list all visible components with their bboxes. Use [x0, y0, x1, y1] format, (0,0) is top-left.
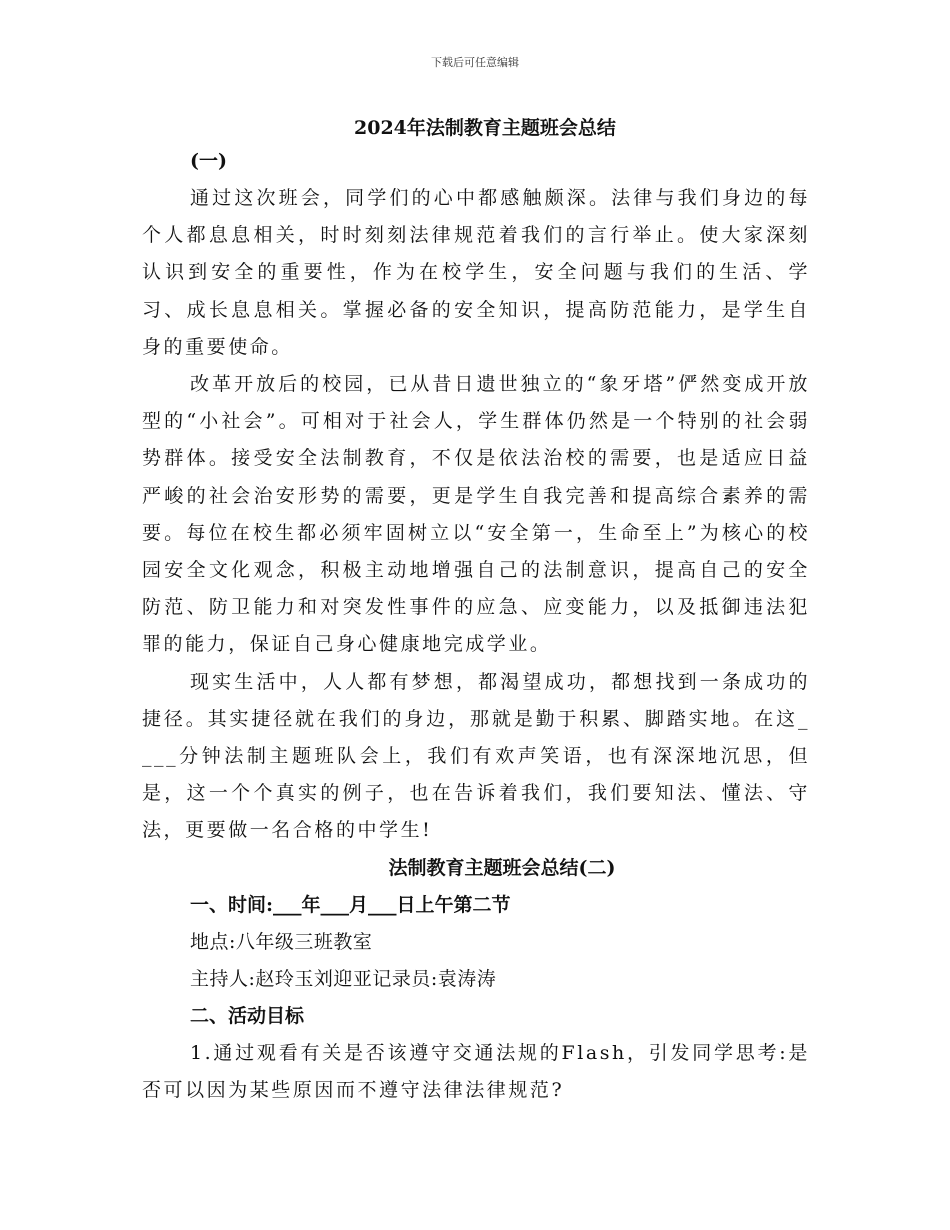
section-label-one: (一): [190, 150, 227, 172]
paragraph-3: 现实生活中，人人都有梦想，都渴望成功，都想找到一条成功的捷径。其实捷径就在我们的身边，那就是勤于积累、脚踏实地。在这____分钟法制主题班队会上，我们有欢声笑语，也有深深地沉思，但是，这一个个真实的例子，也在告诉着我们，我们要知法、懂法、守法，更要做一名合格的中学生!: [142, 670, 810, 842]
paragraph-2: 改革开放后的校园，已从昔日遗世独立的“象牙塔”俨然变成开放型的“小社会”。可相对于社会人，学生群体仍然是一个特别的社会弱势群体。接受安全法制教育，不仅是依法治校的需要，也是适应日益严峻的社会治安形势的需要，更是学生自我完善和提高综合素养的需要。每位在校生都必须牢固树立以“安全第一，生命至上”为核心的校园安全文化观念，积极主动地增强自己的法制意识，提高自己的安全防范、防卫能力和对突发性事件的应急、应变能力，以及抵御违法犯罪的能力，保证自己身心健康地完成学业。: [142, 373, 810, 656]
goal-heading: 二、活动目标: [190, 1004, 305, 1027]
location-line: 地点:八年级三班教室: [190, 930, 373, 953]
host-line: 主持人:赵玲玉刘迎亚记录员:袁涛涛: [190, 967, 497, 990]
document-title: 2024年法制教育主题班会总结: [354, 117, 616, 139]
part-two-title: 法制教育主题班会总结(二): [388, 856, 616, 879]
goal-item-1: 1.通过观看有关是否该遵守交通法规的Flash，引发同学思考:是否可以因为某些原因而不遵守法律法律规范?: [142, 1041, 810, 1101]
time-line: 一、时间:___年___月___日上午第二节: [190, 893, 511, 916]
document-page: [142, 112, 810, 1109]
paragraph-1: 通过这次班会，同学们的心中都感触颇深。法律与我们身边的每个人都息息相关，时时刻刻法律规范着我们的言行举止。使大家深刻认识到安全的重要性，作为在校学生，安全问题与我们的生活、学习、成长息息相关。掌握必备的安全知识，提高防范能力，是学生自身的重要使命。: [142, 187, 810, 358]
header-note: 下载后可任意编辑: [431, 56, 519, 69]
